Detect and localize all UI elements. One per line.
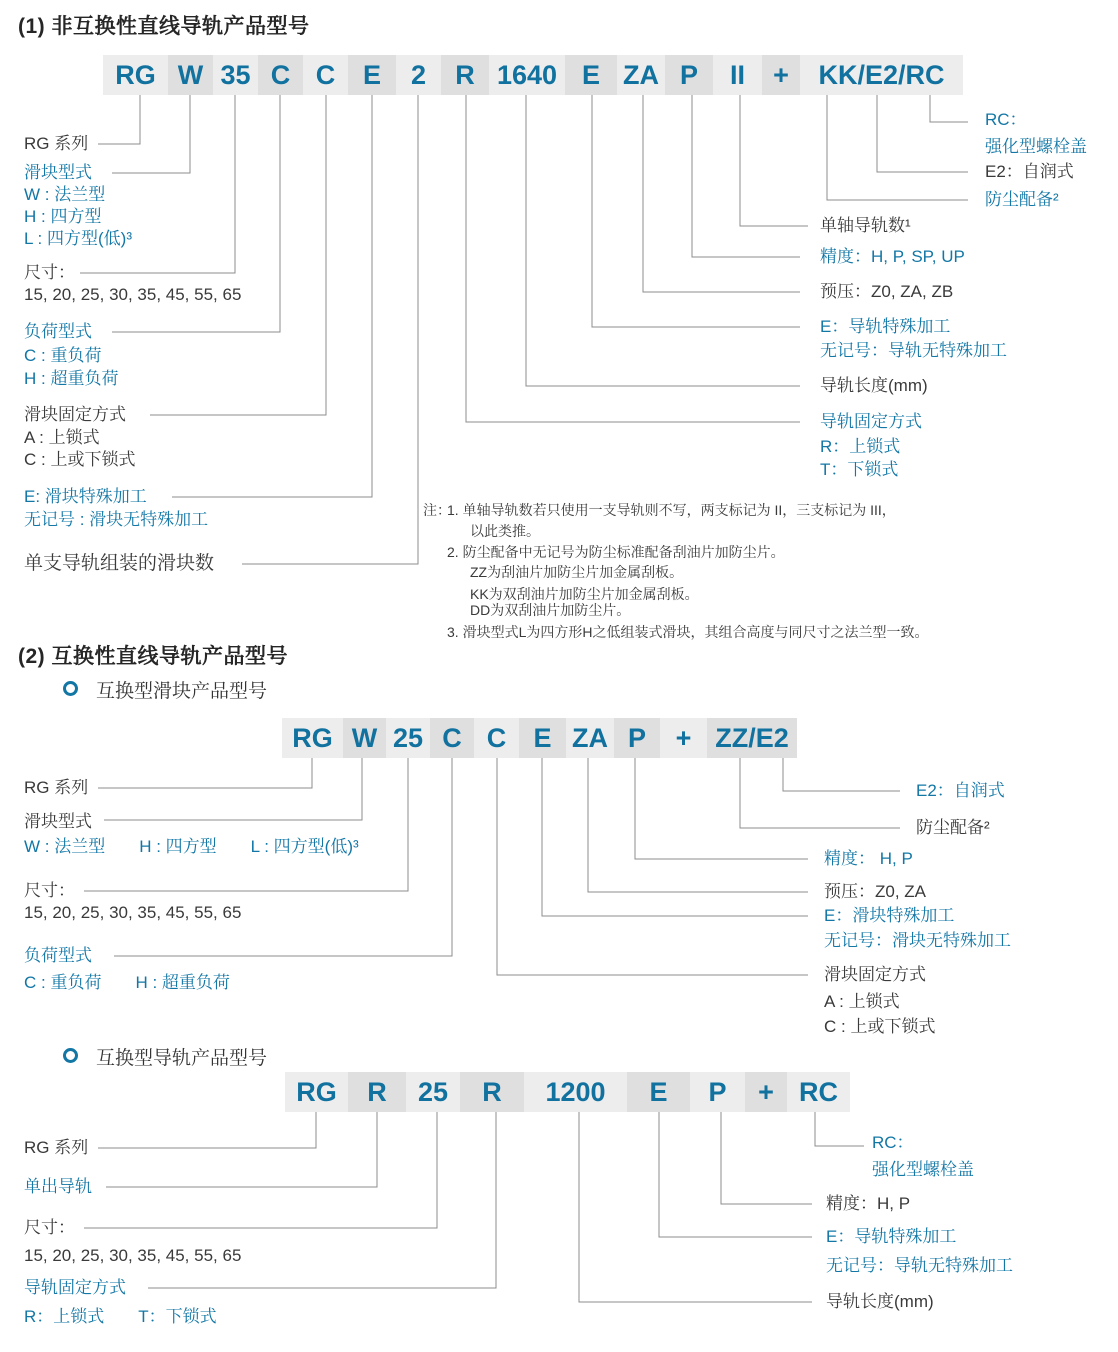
callout-dust: 防尘配备² (985, 190, 1059, 209)
model-segment: C (430, 718, 474, 758)
callout-block-mount-c: C : 上或下锁式 (24, 450, 136, 469)
callout-rail-mount-items: R：上锁式 T：下锁式 (24, 1307, 217, 1326)
callout-rail-mount-r: R：上锁式 (820, 437, 901, 456)
callout-load-type: 负荷型式 (24, 946, 92, 965)
callout-rail-special-e: E：导轨特殊加工 (826, 1227, 957, 1246)
callout-rc: RC： (872, 1133, 914, 1152)
model-segment: C (258, 55, 303, 95)
callout-rc-desc: 强化型螺栓盖 (985, 137, 1087, 156)
note-2-dd: DD为双刮油片加防尘片。 (470, 602, 631, 618)
callout-rail-special-none: 无记号：导轨无特殊加工 (826, 1256, 1013, 1275)
callout-e2: E2：自润式 (985, 162, 1074, 181)
note-2-zz: ZZ为刮油片加防尘片加金属刮板。 (470, 564, 684, 580)
model-segment: ZA (617, 55, 665, 95)
callout-size: 尺寸： (24, 881, 75, 900)
callout-precision: 精度：H, P, SP, UP (820, 247, 965, 266)
model-segment: 25 (406, 1072, 460, 1112)
callout-load-c: C : 重负荷 (24, 346, 102, 365)
model-segment: + (745, 1072, 787, 1112)
note-3: 3. 滑块型式L为四方形H之低组装式滑块，其组合高度与同尺寸之法兰型一致。 (447, 624, 929, 640)
model-segment: C (474, 718, 519, 758)
callout-rc: RC： (985, 110, 1027, 129)
note-1: 1. 单轴导轨数若只使用一支导轨则不写，两支标记为 II，三支标记为 III， (447, 502, 896, 518)
callout-blocks-per-rail: 单支导轨组装的滑块数 (24, 553, 215, 574)
model-segment: 25 (386, 718, 430, 758)
callout-block-type-l: L : 四方型(低)³ (24, 229, 132, 248)
callout-block-type-w: W : 法兰型 (24, 185, 106, 204)
callout-rc-desc: 强化型螺栓盖 (872, 1160, 974, 1179)
callout-rails-count: 单轴导轨数¹ (820, 216, 911, 235)
model-segment: E (519, 718, 566, 758)
callout-size-values: 15, 20, 25, 30, 35, 45, 55, 65 (24, 285, 242, 304)
model-segment: 1640 (489, 55, 565, 95)
callout-rail-length: 导轨长度(mm) (820, 376, 928, 395)
model-segment: W (343, 718, 386, 758)
callout-block-mount-a: A : 上锁式 (824, 992, 900, 1011)
callout-rg-series: RG 系列 (24, 1138, 89, 1157)
model-segment: + (762, 55, 800, 95)
model-segment: RC (787, 1072, 850, 1112)
model-segment: C (303, 55, 348, 95)
bullet-icon (63, 681, 78, 696)
callout-block-mount: 滑块固定方式 (824, 965, 926, 984)
model-segment: 2 (396, 55, 441, 95)
callout-size: 尺寸： (24, 1218, 75, 1237)
note-2-kk: KK为双刮油片加防尘片加金属刮板。 (470, 586, 699, 602)
callout-rail-length: 导轨长度(mm) (826, 1292, 934, 1311)
callout-precision: 精度： H, P (824, 849, 913, 868)
model-segment: ZZ/E2 (707, 718, 797, 758)
model-segment: RG (103, 55, 168, 95)
model-segment: P (690, 1072, 745, 1112)
callout-rail-special-none: 无记号：导轨无特殊加工 (820, 341, 1007, 360)
callout-rg-series: RG 系列 (24, 778, 89, 797)
callout-load-h: H : 超重负荷 (24, 369, 119, 388)
sub1-title: 互换型滑块产品型号 (96, 681, 268, 702)
callout-size-values: 15, 20, 25, 30, 35, 45, 55, 65 (24, 1246, 242, 1265)
callout-rg-series: RG 系列 (24, 134, 89, 153)
callout-block-type-items: W : 法兰型 H : 四方型 L : 四方型(低)³ (24, 837, 359, 856)
callout-rail-mount: 导轨固定方式 (24, 1278, 126, 1297)
callout-rail-mount-t: T：下锁式 (820, 460, 899, 479)
section1-title: (1) 非互换性直线导轨产品型号 (18, 15, 310, 38)
callout-block-mount: 滑块固定方式 (24, 405, 126, 424)
model-segment: W (168, 55, 213, 95)
model-segment: RG (285, 1072, 348, 1112)
callout-single-rail: 单出导轨 (24, 1177, 92, 1196)
callout-block-type: 滑块型式 (24, 812, 92, 831)
callout-e2: E2：自润式 (916, 781, 1005, 800)
callout-block-special-e: E: 滑块特殊加工 (24, 487, 147, 506)
model-segment: ZA (566, 718, 614, 758)
model-segment: 35 (213, 55, 258, 95)
model-segment: 1200 (524, 1072, 627, 1112)
model-segment: R (441, 55, 489, 95)
callout-block-type: 滑块型式 (24, 163, 92, 182)
callout-block-mount-c: C : 上或下锁式 (824, 1017, 936, 1036)
callout-load-type: 负荷型式 (24, 322, 92, 341)
note-2: 2. 防尘配备中无记号为防尘标准配备刮油片加防尘片。 (447, 544, 785, 560)
model-segment: E (627, 1072, 690, 1112)
callout-dust: 防尘配备² (916, 818, 990, 837)
model-segment: RG (282, 718, 343, 758)
model-segment: R (348, 1072, 406, 1112)
callout-load-items: C : 重负荷 H : 超重负荷 (24, 973, 230, 992)
callout-size: 尺寸： (24, 263, 75, 282)
callout-block-type-h: H : 四方型 (24, 207, 102, 226)
model-segment: II (713, 55, 762, 95)
callout-rail-special-e: E：导轨特殊加工 (820, 317, 951, 336)
sub2-title: 互换型导轨产品型号 (96, 1048, 268, 1069)
callout-size-values: 15, 20, 25, 30, 35, 45, 55, 65 (24, 903, 242, 922)
bullet-icon (63, 1048, 78, 1063)
note-1b: 以此类推。 (470, 523, 540, 539)
callout-block-mount-a: A : 上锁式 (24, 428, 100, 447)
model-segment: E (565, 55, 617, 95)
model-segment: P (614, 718, 660, 758)
section2-title: (2) 互换性直线导轨产品型号 (18, 645, 288, 668)
callout-block-special-none: 无记号 : 滑块无特殊加工 (24, 510, 209, 529)
callout-preload: 预压：Z0, ZA, ZB (820, 282, 954, 301)
model-segment: + (660, 718, 707, 758)
note-label: 注： (423, 502, 451, 518)
model-segment: E (348, 55, 396, 95)
model-segment: P (665, 55, 713, 95)
callout-rail-mount: 导轨固定方式 (820, 412, 922, 431)
callout-precision: 精度：H, P (826, 1194, 911, 1213)
model-segment: KK/E2/RC (800, 55, 963, 95)
callout-preload: 预压：Z0, ZA (824, 882, 927, 901)
callout-block-special-none: 无记号：滑块无特殊加工 (824, 931, 1011, 950)
model-segment: R (460, 1072, 524, 1112)
callout-block-special-e: E：滑块特殊加工 (824, 906, 955, 925)
